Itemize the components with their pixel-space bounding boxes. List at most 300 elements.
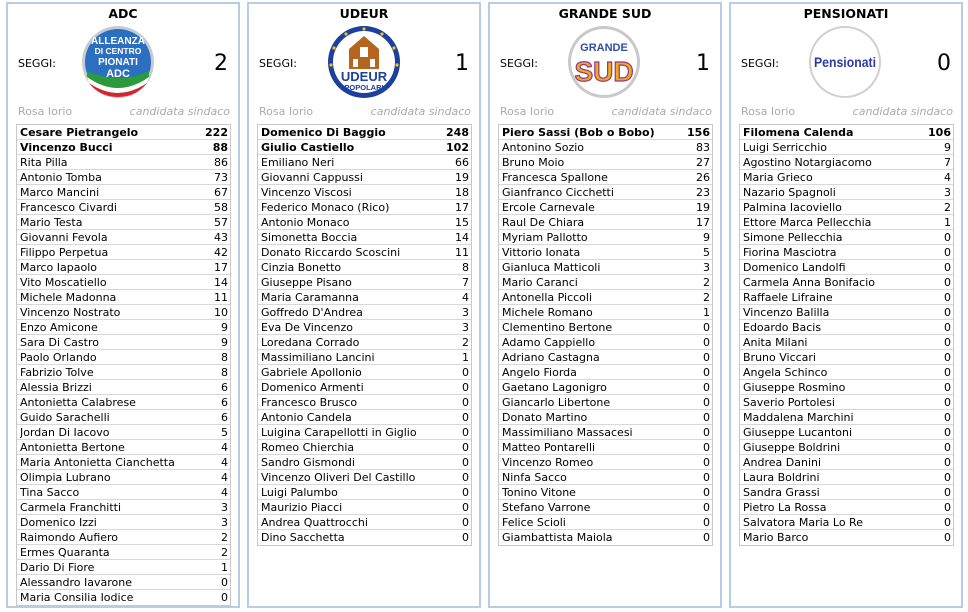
candidate-name: Laura Boldrini bbox=[743, 471, 820, 484]
candidate-name: Carmela Franchitti bbox=[20, 501, 122, 514]
svg-text:GRANDE: GRANDE bbox=[580, 42, 628, 54]
candidate-row bbox=[258, 470, 471, 485]
candidate-votes: 0 bbox=[703, 351, 710, 364]
candidate-votes: 2 bbox=[703, 276, 710, 289]
candidate-row bbox=[17, 170, 230, 185]
party-title: GRANDE SUD bbox=[558, 6, 652, 21]
candidate-name: Michele Madonna bbox=[20, 291, 117, 304]
svg-text:SUD: SUD bbox=[574, 56, 634, 87]
party-panel-grande-sud bbox=[488, 2, 722, 608]
party-title: PENSIONATI bbox=[803, 6, 889, 21]
candidate-votes: 0 bbox=[944, 351, 951, 364]
candidate-row bbox=[740, 140, 953, 155]
candidate-votes: 0 bbox=[944, 486, 951, 499]
candidate-name: Sandro Gismondi bbox=[261, 456, 355, 469]
seats-count: 0 bbox=[937, 51, 951, 76]
candidate-name: Bruno Viccari bbox=[743, 351, 816, 364]
candidate-votes: 17 bbox=[696, 216, 710, 229]
candidate-name: Maria Grieco bbox=[743, 171, 813, 184]
candidate-name: Nazario Spagnoli bbox=[743, 186, 836, 199]
candidate-name: Francesco Civardi bbox=[20, 201, 117, 214]
udeur-logo-icon bbox=[327, 25, 401, 99]
candidate-row bbox=[740, 440, 953, 455]
candidate-row bbox=[258, 515, 471, 530]
candidate-name: Ninfa Sacco bbox=[502, 471, 567, 484]
candidate-votes: 0 bbox=[703, 456, 710, 469]
candidate-row bbox=[740, 350, 953, 365]
candidate-name: Jordan Di Iacovo bbox=[20, 426, 110, 439]
candidate-name: Rita Pilla bbox=[20, 156, 68, 169]
candidate-row bbox=[740, 410, 953, 425]
candidate-name: Raffaele Lifraine bbox=[743, 291, 833, 304]
candidate-votes: 6 bbox=[221, 396, 228, 409]
candidate-name: Raimondo Aufiero bbox=[20, 531, 119, 544]
seats-label: SEGGI: bbox=[18, 57, 56, 70]
candidate-name: Marco Iapaolo bbox=[20, 261, 98, 274]
candidate-row bbox=[499, 185, 712, 200]
candidate-row bbox=[499, 470, 712, 485]
candidate-name: Andrea Quattrocchi bbox=[261, 516, 368, 529]
candidate-votes: 57 bbox=[214, 216, 228, 229]
candidate-name: Vincenzo Oliveri Del Castillo bbox=[261, 471, 416, 484]
candidate-row bbox=[740, 260, 953, 275]
candidate-row bbox=[740, 200, 953, 215]
candidate-row bbox=[740, 470, 953, 485]
candidate-name: Gianluca Matticoli bbox=[502, 261, 601, 274]
svg-text:POPOLARI: POPOLARI bbox=[344, 83, 384, 92]
candidate-votes: 4 bbox=[221, 471, 228, 484]
candidate-name: Cinzia Bonetto bbox=[261, 261, 342, 274]
candidate-name: Fiorina Masciotra bbox=[743, 246, 837, 259]
candidate-name: Michele Romano bbox=[502, 306, 593, 319]
candidate-name: Giuseppe Rosmino bbox=[743, 381, 846, 394]
candidate-votes: 102 bbox=[446, 141, 469, 154]
candidate-votes: 2 bbox=[221, 546, 228, 559]
candidate-name: Saverio Portolesi bbox=[743, 396, 835, 409]
candidate-row bbox=[17, 335, 230, 350]
candidate-name: Angelo Fiorda bbox=[502, 366, 577, 379]
candidate-name: Paolo Orlando bbox=[20, 351, 97, 364]
candidate-row bbox=[258, 395, 471, 410]
candidate-votes: 0 bbox=[703, 531, 710, 544]
candidate-row bbox=[17, 290, 230, 305]
candidate-row bbox=[740, 365, 953, 380]
candidate-name: Gianfranco Cicchetti bbox=[502, 186, 614, 199]
candidate-row bbox=[740, 290, 953, 305]
candidate-votes: 106 bbox=[928, 126, 951, 139]
svg-text:Pensionati: Pensionati bbox=[814, 54, 876, 70]
candidate-list bbox=[257, 124, 472, 546]
candidate-row bbox=[740, 185, 953, 200]
candidate-votes: 67 bbox=[214, 186, 228, 199]
candidate-votes: 0 bbox=[703, 486, 710, 499]
candidate-row bbox=[17, 410, 230, 425]
candidate-row bbox=[17, 485, 230, 500]
candidate-votes: 222 bbox=[205, 126, 228, 139]
candidate-votes: 0 bbox=[944, 426, 951, 439]
mayor-candidate-name: Rosa Iorio bbox=[259, 105, 314, 118]
candidate-votes: 9 bbox=[221, 336, 228, 349]
candidate-row bbox=[258, 245, 471, 260]
candidate-row bbox=[258, 530, 471, 545]
candidate-name: Guido Sarachelli bbox=[20, 411, 110, 424]
candidate-name: Loredana Corrado bbox=[261, 336, 360, 349]
candidate-votes: 0 bbox=[944, 471, 951, 484]
mayor-candidate-name: Rosa Iorio bbox=[741, 105, 796, 118]
candidate-row bbox=[17, 425, 230, 440]
mayor-candidate-name: Rosa Iorio bbox=[18, 105, 73, 118]
candidate-row bbox=[17, 245, 230, 260]
candidate-name: Raul De Chiara bbox=[502, 216, 585, 229]
candidate-votes: 0 bbox=[462, 501, 469, 514]
candidate-row bbox=[499, 290, 712, 305]
candidate-name: Vincenzo Bucci bbox=[20, 141, 113, 154]
candidate-votes: 86 bbox=[214, 156, 228, 169]
candidate-name: Francesca Spallone bbox=[502, 171, 608, 184]
candidate-list bbox=[739, 124, 954, 546]
candidate-name: Alessandro Iavarone bbox=[20, 576, 132, 589]
candidate-row bbox=[740, 395, 953, 410]
candidate-votes: 3 bbox=[221, 516, 228, 529]
candidate-name: Sandra Grassi bbox=[743, 486, 820, 499]
candidate-votes: 83 bbox=[696, 141, 710, 154]
candidate-row bbox=[740, 275, 953, 290]
candidate-name: Agostino Notargiacomo bbox=[743, 156, 872, 169]
candidate-votes: 3 bbox=[462, 321, 469, 334]
candidate-row bbox=[740, 335, 953, 350]
candidate-votes: 27 bbox=[696, 156, 710, 169]
candidate-row bbox=[499, 335, 712, 350]
candidate-votes: 6 bbox=[221, 381, 228, 394]
candidate-name: Domenico Izzi bbox=[20, 516, 97, 529]
seats-count: 1 bbox=[696, 51, 710, 76]
candidate-votes: 2 bbox=[221, 531, 228, 544]
candidate-name: Donato Martino bbox=[502, 411, 588, 424]
candidate-name: Vincenzo Viscosi bbox=[261, 186, 352, 199]
candidate-name: Myriam Pallotto bbox=[502, 231, 588, 244]
candidate-votes: 3 bbox=[944, 186, 951, 199]
candidate-row bbox=[499, 305, 712, 320]
candidate-votes: 0 bbox=[944, 411, 951, 424]
candidate-row bbox=[499, 155, 712, 170]
candidate-name: Massimiliano Lancini bbox=[261, 351, 375, 364]
candidate-name: Filomena Calenda bbox=[743, 126, 854, 139]
candidate-votes: 0 bbox=[703, 366, 710, 379]
candidate-row bbox=[17, 530, 230, 545]
candidate-name: Giambattista Maiola bbox=[502, 531, 613, 544]
candidate-row bbox=[740, 515, 953, 530]
candidate-votes: 1 bbox=[944, 216, 951, 229]
candidate-name: Luigi Palumbo bbox=[261, 486, 338, 499]
candidate-name: Emiliano Neri bbox=[261, 156, 335, 169]
candidate-row bbox=[258, 275, 471, 290]
candidate-row bbox=[17, 545, 230, 560]
candidate-name: Adriano Castagna bbox=[502, 351, 600, 364]
candidate-votes: 11 bbox=[455, 246, 469, 259]
candidate-row bbox=[258, 485, 471, 500]
candidate-votes: 0 bbox=[703, 471, 710, 484]
candidate-row bbox=[17, 380, 230, 395]
seats-count: 2 bbox=[214, 51, 228, 76]
candidate-row bbox=[258, 320, 471, 335]
candidate-row bbox=[499, 170, 712, 185]
candidate-row bbox=[499, 485, 712, 500]
candidate-name: Pietro La Rossa bbox=[743, 501, 827, 514]
candidate-row bbox=[258, 200, 471, 215]
svg-text:UDEUR: UDEUR bbox=[340, 69, 388, 84]
candidate-votes: 1 bbox=[221, 561, 228, 574]
candidate-row bbox=[258, 170, 471, 185]
candidate-row bbox=[499, 425, 712, 440]
candidate-row bbox=[17, 230, 230, 245]
candidate-row bbox=[499, 320, 712, 335]
candidate-votes: 4 bbox=[462, 291, 469, 304]
candidate-list bbox=[16, 124, 231, 606]
candidate-name: Vito Moscatiello bbox=[20, 276, 107, 289]
candidate-row bbox=[258, 260, 471, 275]
candidate-votes: 2 bbox=[944, 201, 951, 214]
candidate-row bbox=[17, 215, 230, 230]
candidate-row bbox=[17, 440, 230, 455]
candidate-name: Donato Riccardo Scoscini bbox=[261, 246, 401, 259]
candidate-row bbox=[499, 350, 712, 365]
candidate-row bbox=[499, 230, 712, 245]
candidate-votes: 8 bbox=[221, 366, 228, 379]
candidate-row bbox=[499, 440, 712, 455]
candidate-votes: 0 bbox=[944, 396, 951, 409]
candidate-votes: 6 bbox=[221, 411, 228, 424]
mayor-candidate-role: candidata sindaco bbox=[852, 105, 953, 118]
candidate-row bbox=[499, 365, 712, 380]
candidate-name: Romeo Chierchia bbox=[261, 441, 355, 454]
candidate-row bbox=[499, 275, 712, 290]
candidate-row bbox=[17, 500, 230, 515]
candidate-votes: 0 bbox=[944, 231, 951, 244]
candidate-votes: 19 bbox=[455, 171, 469, 184]
candidate-row bbox=[17, 560, 230, 575]
candidate-name: Francesco Brusco bbox=[261, 396, 358, 409]
candidate-votes: 5 bbox=[703, 246, 710, 259]
candidate-row bbox=[17, 575, 230, 590]
candidate-name: Alessia Brizzi bbox=[20, 381, 92, 394]
candidate-votes: 15 bbox=[455, 216, 469, 229]
candidate-votes: 23 bbox=[696, 186, 710, 199]
candidate-row bbox=[740, 125, 953, 140]
candidate-votes: 17 bbox=[455, 201, 469, 214]
candidate-name: Antonio Candela bbox=[261, 411, 352, 424]
candidate-row bbox=[17, 590, 230, 605]
candidate-votes: 3 bbox=[462, 306, 469, 319]
svg-text:DI CENTRO: DI CENTRO bbox=[94, 46, 142, 56]
party-panel-pensionati bbox=[729, 2, 963, 608]
candidate-row bbox=[499, 515, 712, 530]
candidate-row bbox=[17, 305, 230, 320]
candidate-row bbox=[258, 350, 471, 365]
candidate-votes: 0 bbox=[944, 501, 951, 514]
candidate-row bbox=[740, 155, 953, 170]
candidate-name: Giuseppe Boldrini bbox=[743, 441, 841, 454]
candidate-name: Filippo Perpetua bbox=[20, 246, 109, 259]
candidate-votes: 0 bbox=[944, 246, 951, 259]
candidate-name: Fabrizio Tolve bbox=[20, 366, 94, 379]
candidate-row bbox=[499, 125, 712, 140]
pensionati-logo-icon bbox=[808, 25, 882, 99]
adc-logo-icon bbox=[81, 25, 155, 99]
candidate-name: Maria Consilia Iodice bbox=[20, 591, 134, 604]
candidate-name: Salvatora Maria Lo Re bbox=[743, 516, 863, 529]
candidate-votes: 0 bbox=[462, 471, 469, 484]
candidate-row bbox=[499, 455, 712, 470]
candidate-votes: 0 bbox=[944, 261, 951, 274]
candidate-name: Piero Sassi (Bob o Bobo) bbox=[502, 126, 655, 139]
candidate-name: Felice Scioli bbox=[502, 516, 566, 529]
mayor-candidate-name: Rosa Iorio bbox=[500, 105, 555, 118]
candidate-name: Marco Mancini bbox=[20, 186, 100, 199]
candidate-votes: 18 bbox=[455, 186, 469, 199]
candidate-votes: 14 bbox=[455, 231, 469, 244]
candidate-votes: 2 bbox=[703, 291, 710, 304]
candidate-votes: 0 bbox=[944, 321, 951, 334]
candidate-row bbox=[740, 530, 953, 545]
candidate-name: Vincenzo Romeo bbox=[502, 456, 594, 469]
party-panel-udeur bbox=[247, 2, 481, 608]
svg-text:ADC: ADC bbox=[106, 68, 130, 80]
candidate-name: Antonietta Bertone bbox=[20, 441, 125, 454]
candidate-votes: 58 bbox=[214, 201, 228, 214]
seats-label: SEGGI: bbox=[741, 57, 779, 70]
candidate-name: Antonietta Calabrese bbox=[20, 396, 136, 409]
candidate-name: Palmina Iacoviello bbox=[743, 201, 842, 214]
candidate-name: Clementino Bertone bbox=[502, 321, 613, 334]
candidate-name: Vincenzo Nostrato bbox=[20, 306, 121, 319]
candidate-votes: 0 bbox=[944, 441, 951, 454]
candidate-name: Maddalena Marchini bbox=[743, 411, 854, 424]
candidate-votes: 0 bbox=[944, 276, 951, 289]
candidate-row bbox=[258, 335, 471, 350]
candidate-row bbox=[258, 230, 471, 245]
candidate-votes: 0 bbox=[462, 516, 469, 529]
candidate-votes: 42 bbox=[214, 246, 228, 259]
candidate-votes: 0 bbox=[703, 336, 710, 349]
candidate-name: Maria Antonietta Cianchetta bbox=[20, 456, 175, 469]
svg-text:ALLEANZA: ALLEANZA bbox=[91, 36, 145, 47]
candidate-votes: 0 bbox=[944, 531, 951, 544]
candidate-name: Enzo Amicone bbox=[20, 321, 98, 334]
candidate-name: Antonio Monaco bbox=[261, 216, 350, 229]
candidate-name: Tonino Vitone bbox=[502, 486, 576, 499]
candidate-name: Angela Schinco bbox=[743, 366, 828, 379]
candidate-votes: 0 bbox=[221, 591, 228, 604]
candidate-name: Antonino Sozio bbox=[502, 141, 585, 154]
candidate-row bbox=[258, 305, 471, 320]
candidate-row bbox=[258, 365, 471, 380]
candidate-name: Bruno Moio bbox=[502, 156, 565, 169]
candidate-votes: 0 bbox=[462, 396, 469, 409]
candidate-name: Federico Monaco (Rico) bbox=[261, 201, 390, 214]
candidate-row bbox=[499, 215, 712, 230]
candidate-votes: 0 bbox=[703, 516, 710, 529]
candidate-row bbox=[17, 365, 230, 380]
candidate-name: Edoardo Bacis bbox=[743, 321, 822, 334]
svg-text:PIONATI: PIONATI bbox=[98, 57, 138, 68]
candidate-row bbox=[740, 245, 953, 260]
candidate-votes: 0 bbox=[944, 336, 951, 349]
grande-sud-logo-icon bbox=[567, 25, 641, 99]
candidate-row bbox=[258, 380, 471, 395]
candidate-votes: 4 bbox=[221, 456, 228, 469]
mayor-candidate-role: candidata sindaco bbox=[370, 105, 471, 118]
candidate-name: Mario Caranci bbox=[502, 276, 578, 289]
candidate-row bbox=[17, 275, 230, 290]
candidate-name: Domenico Landolfi bbox=[743, 261, 846, 274]
candidate-name: Carmela Anna Bonifacio bbox=[743, 276, 875, 289]
candidate-votes: 0 bbox=[703, 501, 710, 514]
candidate-name: Vittorio Ionata bbox=[502, 246, 581, 259]
candidate-votes: 7 bbox=[944, 156, 951, 169]
seats-count: 1 bbox=[455, 51, 469, 76]
party-title: UDEUR bbox=[339, 6, 389, 21]
candidate-votes: 0 bbox=[462, 531, 469, 544]
candidate-row bbox=[258, 125, 471, 140]
candidate-name: Simone Pellecchia bbox=[743, 231, 843, 244]
candidate-row bbox=[499, 200, 712, 215]
candidate-votes: 8 bbox=[462, 261, 469, 274]
candidate-row bbox=[258, 500, 471, 515]
candidate-row bbox=[499, 500, 712, 515]
candidate-row bbox=[17, 125, 230, 140]
candidate-row bbox=[17, 455, 230, 470]
candidate-row bbox=[740, 425, 953, 440]
candidate-votes: 9 bbox=[703, 231, 710, 244]
candidate-row bbox=[740, 455, 953, 470]
candidate-votes: 0 bbox=[462, 381, 469, 394]
candidate-name: Gaetano Lagonigro bbox=[502, 381, 607, 394]
candidate-votes: 0 bbox=[944, 456, 951, 469]
candidate-name: Domenico Di Baggio bbox=[261, 126, 386, 139]
candidate-row bbox=[258, 410, 471, 425]
candidate-votes: 2 bbox=[462, 336, 469, 349]
candidate-name: Maurizio Piacci bbox=[261, 501, 343, 514]
candidate-row bbox=[499, 395, 712, 410]
candidate-row bbox=[17, 515, 230, 530]
candidate-name: Goffredo D'Andrea bbox=[261, 306, 363, 319]
candidate-votes: 0 bbox=[221, 576, 228, 589]
candidate-row bbox=[17, 260, 230, 275]
candidate-votes: 4 bbox=[221, 441, 228, 454]
candidate-name: Giuseppe Lucantoni bbox=[743, 426, 853, 439]
candidate-votes: 0 bbox=[944, 516, 951, 529]
candidate-row bbox=[740, 215, 953, 230]
candidate-name: Antonella Piccoli bbox=[502, 291, 593, 304]
candidate-row bbox=[17, 320, 230, 335]
candidate-row bbox=[499, 410, 712, 425]
mayor-candidate-role: candidata sindaco bbox=[129, 105, 230, 118]
candidate-row bbox=[258, 425, 471, 440]
candidate-name: Anita Milani bbox=[743, 336, 808, 349]
candidate-row bbox=[17, 155, 230, 170]
candidate-votes: 0 bbox=[944, 366, 951, 379]
candidate-name: Stefano Varrone bbox=[502, 501, 591, 514]
candidate-votes: 10 bbox=[214, 306, 228, 319]
candidate-row bbox=[17, 395, 230, 410]
candidate-name: Giulio Castiello bbox=[261, 141, 355, 154]
candidate-name: Olimpia Lubrano bbox=[20, 471, 111, 484]
candidate-name: Ermes Quaranta bbox=[20, 546, 110, 559]
candidate-name: Vincenzo Balilla bbox=[743, 306, 830, 319]
candidate-name: Giuseppe Pisano bbox=[261, 276, 352, 289]
candidate-votes: 0 bbox=[703, 411, 710, 424]
candidate-row bbox=[17, 185, 230, 200]
